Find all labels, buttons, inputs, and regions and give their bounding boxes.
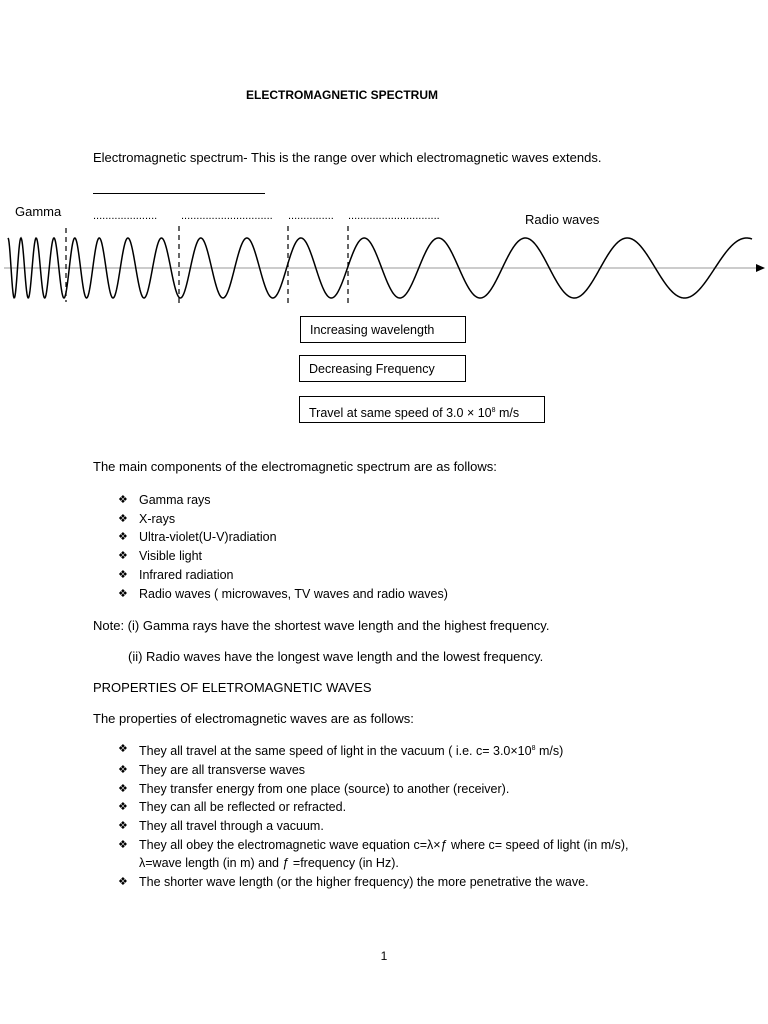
fill-in-blank-line [93, 193, 265, 194]
blank-dots-1: ..................... [93, 210, 158, 222]
blank-dots-4: .............................. [348, 210, 440, 222]
page-title: ELECTROMAGNETIC SPECTRUM [246, 88, 438, 102]
decreasing-frequency-box: Decreasing Frequency [299, 355, 466, 382]
list-item: ❖ The shorter wave length (or the higher frequency) the more penetrative the wave. [118, 873, 629, 892]
note-two: (ii) Radio waves have the longest wave length and the lowest frequency. [128, 649, 544, 664]
increasing-wavelength-box: Increasing wavelength [300, 316, 466, 343]
components-intro: The main components of the electromagnetic spectrum are as follows: [93, 459, 497, 474]
list-item: ❖ Infrared radiation [118, 566, 448, 585]
note-one: Note: (i) Gamma rays have the shortest wave length and the highest frequency. [93, 618, 550, 633]
list-item: ❖ X-rays [118, 510, 448, 529]
list-item: ❖ They all obey the electromagnetic wave equation c=λ×ƒ where c= speed of light (in m/s), λ=wave length (in m) and ƒ =frequency (in Hz). [118, 836, 629, 873]
list-item: ❖ Gamma rays [118, 491, 448, 510]
radio-waves-label: Radio waves [525, 212, 600, 227]
definition-text: Electromagnetic spectrum- This is the range over which electromagnetic waves extends. [93, 150, 602, 165]
list-item: ❖ They all travel through a vacuum. [118, 817, 629, 836]
page-number: 1 [380, 949, 388, 963]
list-item: ❖ They are all transverse waves [118, 761, 629, 780]
same-speed-box: Travel at same speed of $3.0 \times 10^8$ m/s [299, 396, 545, 423]
em-wave-diagram [0, 222, 768, 312]
properties-list [118, 740, 629, 892]
properties-heading: PROPERTIES OF ELETROMAGNETIC WAVES [93, 680, 372, 695]
list-item: ❖ Visible light [118, 547, 448, 566]
list-item: ❖ They transfer energy from one place (source) to another (receiver). [118, 780, 629, 799]
gamma-label: Gamma [15, 204, 62, 219]
list-item: ❖ Radio waves ( microwaves, TV waves and radio waves) [118, 585, 448, 604]
axis-arrow-icon [756, 264, 765, 272]
list-item: ❖ They all travel at the same speed of light in the vacuum ( i.e. $c= 3.0\times 10^8$ m/s) [118, 740, 629, 761]
properties-intro: The properties of electromagnetic waves are as follows: [93, 711, 414, 726]
list-item: ❖ They can all be reflected or refracted. [118, 798, 629, 817]
components-list [118, 491, 448, 603]
blank-dots-2: .............................. [181, 210, 273, 222]
list-item: ❖ Ultra-violet(U-V)radiation [118, 528, 448, 547]
blank-dots-3: ............... [288, 210, 334, 222]
